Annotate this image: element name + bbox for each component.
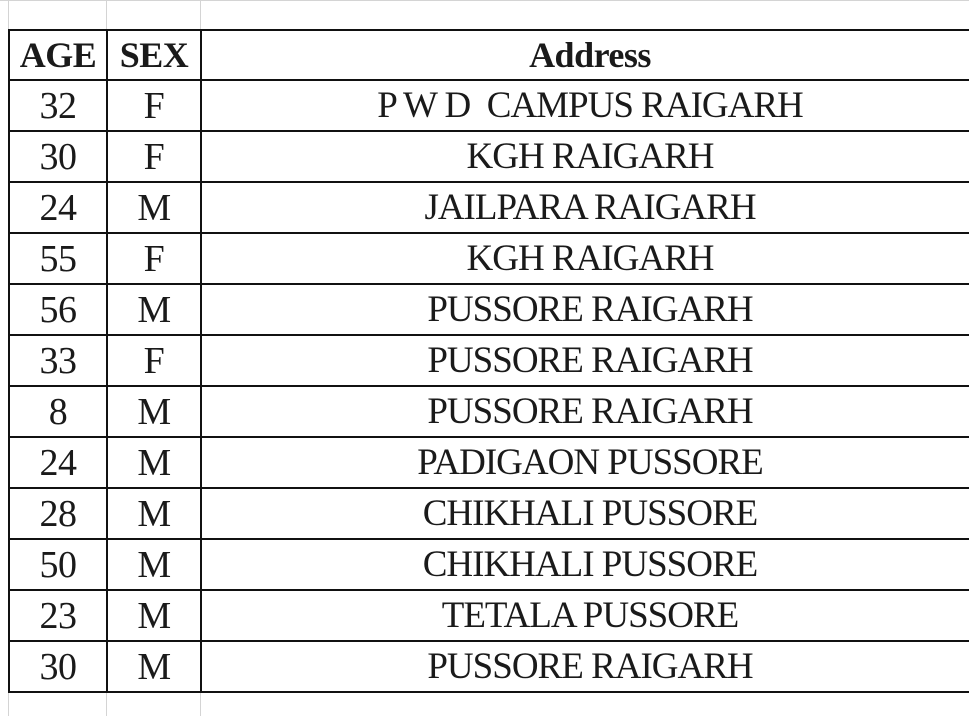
table-row [9,539,969,590]
age-cell[interactable]: 24 [9,437,107,488]
address-cell[interactable]: PUSSORE RAIGARH [201,335,969,386]
table-row [9,590,969,641]
address-cell[interactable]: PUSSORE RAIGARH [201,284,969,335]
sex-cell[interactable]: M [107,641,201,692]
header-cell-age[interactable]: AGE [9,30,107,80]
table-row [9,80,969,131]
table-row [9,182,969,233]
header-row [9,30,969,80]
address-cell[interactable]: P W D CAMPUS RAIGARH [201,80,969,131]
data-table [8,29,969,693]
sex-cell[interactable]: F [107,80,201,131]
table-row [9,335,969,386]
table-row [9,437,969,488]
address-cell[interactable]: PADIGAON PUSSORE [201,437,969,488]
address-cell[interactable]: TETALA PUSSORE [201,590,969,641]
address-cell[interactable]: KGH RAIGARH [201,233,969,284]
age-cell[interactable]: 30 [9,131,107,182]
table-row [9,131,969,182]
age-cell[interactable]: 30 [9,641,107,692]
sex-cell[interactable]: F [107,131,201,182]
sex-cell[interactable]: M [107,539,201,590]
age-cell[interactable]: 56 [9,284,107,335]
age-cell[interactable]: 32 [9,80,107,131]
sex-cell[interactable]: M [107,386,201,437]
age-cell[interactable]: 23 [9,590,107,641]
table-row [9,233,969,284]
age-cell[interactable]: 24 [9,182,107,233]
age-cell[interactable]: 28 [9,488,107,539]
age-cell[interactable]: 50 [9,539,107,590]
address-cell[interactable]: CHIKHALI PUSSORE [201,488,969,539]
sex-cell[interactable]: F [107,233,201,284]
header-cell-sex[interactable]: SEX [107,30,201,80]
sex-cell[interactable]: M [107,182,201,233]
address-cell[interactable]: PUSSORE RAIGARH [201,386,969,437]
sex-cell[interactable]: M [107,488,201,539]
sex-cell[interactable]: F [107,335,201,386]
address-cell[interactable]: CHIKHALI PUSSORE [201,539,969,590]
sex-cell[interactable]: M [107,590,201,641]
sex-cell[interactable]: M [107,284,201,335]
table-row [9,386,969,437]
age-cell[interactable]: 8 [9,386,107,437]
header-cell-address[interactable]: Address [201,30,969,80]
table-row [9,284,969,335]
age-cell[interactable]: 33 [9,335,107,386]
sex-cell[interactable]: M [107,437,201,488]
table-row [9,641,969,692]
address-cell[interactable]: KGH RAIGARH [201,131,969,182]
age-cell[interactable]: 55 [9,233,107,284]
sheet-gridline [0,0,969,1]
address-cell[interactable]: JAILPARA RAIGARH [201,182,969,233]
table-row [9,488,969,539]
address-cell[interactable]: PUSSORE RAIGARH [201,641,969,692]
